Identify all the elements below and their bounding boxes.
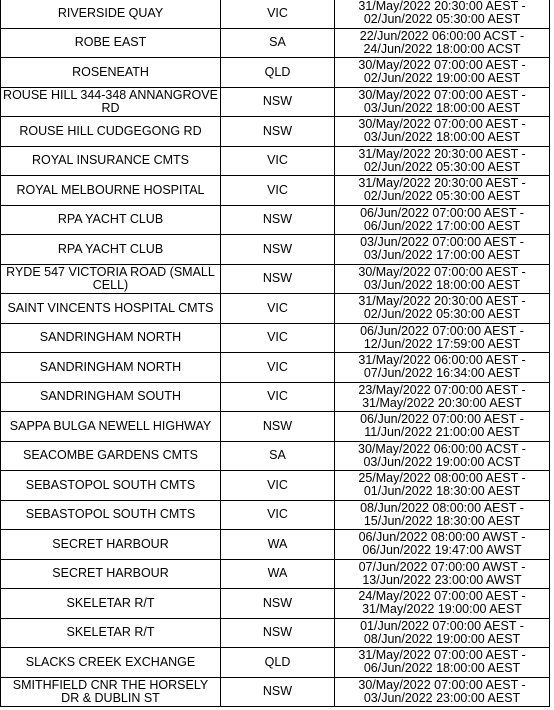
site-cell: SEBASTOPOL SOUTH CMTS xyxy=(1,471,221,501)
table-row xyxy=(1,589,550,619)
state-cell: QLD xyxy=(221,58,335,88)
site-cell: SMITHFIELD CNR THE HORSELY DR & DUBLIN ST xyxy=(1,677,221,707)
table-row xyxy=(1,559,550,589)
outage-table-body xyxy=(1,0,550,707)
state-cell: VIC xyxy=(221,471,335,501)
site-cell: SECRET HARBOUR xyxy=(1,559,221,589)
state-cell: VIC xyxy=(221,0,335,28)
outage-window-cell: 31/May/2022 20:30:00 AEST - 02/Jun/2022 05:30:00 AEST xyxy=(335,294,550,324)
site-cell: ROYAL MELBOURNE HOSPITAL xyxy=(1,176,221,206)
state-cell: NSW xyxy=(221,87,335,117)
state-cell: NSW xyxy=(221,589,335,619)
outage-window-cell: 30/May/2022 07:00:00 AEST - 03/Jun/2022 18:00:00 AEST xyxy=(335,117,550,147)
table-row xyxy=(1,648,550,678)
table-row xyxy=(1,264,550,294)
state-cell: VIC xyxy=(221,176,335,206)
site-cell: SKELETAR R/T xyxy=(1,618,221,648)
table-row xyxy=(1,471,550,501)
table-row xyxy=(1,382,550,412)
site-cell: ROUSE HILL CUDGEGONG RD xyxy=(1,117,221,147)
state-cell: VIC xyxy=(221,323,335,353)
table-row xyxy=(1,0,550,28)
state-cell: NSW xyxy=(221,264,335,294)
outage-window-cell: 31/May/2022 20:30:00 AEST - 02/Jun/2022 05:30:00 AEST xyxy=(335,176,550,206)
site-cell: SECRET HARBOUR xyxy=(1,530,221,560)
table-row xyxy=(1,146,550,176)
outage-window-cell: 22/Jun/2022 06:00:00 ACST - 24/Jun/2022 18:00:00 ACST xyxy=(335,28,550,58)
site-cell: ROYAL INSURANCE CMTS xyxy=(1,146,221,176)
table-row xyxy=(1,294,550,324)
outage-window-cell: 31/May/2022 20:30:00 AEST - 02/Jun/2022 05:30:00 AEST xyxy=(335,146,550,176)
state-cell: VIC xyxy=(221,382,335,412)
table-row xyxy=(1,176,550,206)
site-cell: SEBASTOPOL SOUTH CMTS xyxy=(1,500,221,530)
site-cell: RPA YACHT CLUB xyxy=(1,205,221,235)
state-cell: NSW xyxy=(221,677,335,707)
site-cell: ROUSE HILL 344-348 ANNANGROVE RD xyxy=(1,87,221,117)
outage-window-cell: 24/May/2022 07:00:00 AEST - 31/May/2022 19:00:00 AEST xyxy=(335,589,550,619)
table-row xyxy=(1,677,550,707)
outage-window-cell: 23/May/2022 07:00:00 AEST - 31/May/2022 20:30:00 AEST xyxy=(335,382,550,412)
state-cell: NSW xyxy=(221,618,335,648)
table-row xyxy=(1,441,550,471)
state-cell: SA xyxy=(221,441,335,471)
state-cell: NSW xyxy=(221,205,335,235)
table-row xyxy=(1,323,550,353)
outage-window-cell: 31/May/2022 07:00:00 AEST - 06/Jun/2022 18:00:00 AEST xyxy=(335,648,550,678)
table-row xyxy=(1,353,550,383)
state-cell: VIC xyxy=(221,146,335,176)
site-cell: RPA YACHT CLUB xyxy=(1,235,221,265)
outage-window-cell: 30/May/2022 07:00:00 AEST - 02/Jun/2022 19:00:00 AEST xyxy=(335,58,550,88)
outage-window-cell: 06/Jun/2022 07:00:00 AEST - 06/Jun/2022 17:00:00 AEST xyxy=(335,205,550,235)
outage-window-cell: 30/May/2022 07:00:00 AEST - 03/Jun/2022 18:00:00 AEST xyxy=(335,264,550,294)
state-cell: NSW xyxy=(221,117,335,147)
outage-window-cell: 06/Jun/2022 07:00:00 AEST - 12/Jun/2022 17:59:00 AEST xyxy=(335,323,550,353)
site-cell: SLACKS CREEK EXCHANGE xyxy=(1,648,221,678)
outage-window-cell: 30/May/2022 06:00:00 ACST - 03/Jun/2022 19:00:00 ACST xyxy=(335,441,550,471)
outage-window-cell: 03/Jun/2022 07:00:00 AEST - 03/Jun/2022 17:00:00 AEST xyxy=(335,235,550,265)
site-cell: SEACOMBE GARDENS CMTS xyxy=(1,441,221,471)
outage-window-cell: 06/Jun/2022 07:00:00 AEST - 11/Jun/2022 21:00:00 AEST xyxy=(335,412,550,442)
site-cell: SANDRINGHAM NORTH xyxy=(1,323,221,353)
site-cell: RIVERSIDE QUAY xyxy=(1,0,221,28)
state-cell: QLD xyxy=(221,648,335,678)
state-cell: SA xyxy=(221,28,335,58)
site-cell: SANDRINGHAM NORTH xyxy=(1,353,221,383)
outage-window-cell: 30/May/2022 07:00:00 AEST - 03/Jun/2022 23:00:00 AEST xyxy=(335,677,550,707)
table-row xyxy=(1,58,550,88)
table-row xyxy=(1,28,550,58)
table-row xyxy=(1,117,550,147)
state-cell: NSW xyxy=(221,235,335,265)
site-cell: SAPPA BULGA NEWELL HIGHWAY xyxy=(1,412,221,442)
state-cell: WA xyxy=(221,559,335,589)
table-row xyxy=(1,87,550,117)
site-cell: RYDE 547 VICTORIA ROAD (SMALL CELL) xyxy=(1,264,221,294)
table-row xyxy=(1,412,550,442)
outage-window-cell: 07/Jun/2022 07:00:00 AWST - 13/Jun/2022 23:00:00 AWST xyxy=(335,559,550,589)
outage-window-cell: 08/Jun/2022 08:00:00 AEST - 15/Jun/2022 18:30:00 AEST xyxy=(335,500,550,530)
site-cell: SKELETAR R/T xyxy=(1,589,221,619)
state-cell: NSW xyxy=(221,412,335,442)
site-cell: ROSENEATH xyxy=(1,58,221,88)
outage-window-cell: 25/May/2022 08:00:00 AEST - 01/Jun/2022 18:30:00 AEST xyxy=(335,471,550,501)
table-row xyxy=(1,618,550,648)
state-cell: WA xyxy=(221,530,335,560)
site-cell: SAINT VINCENTS HOSPITAL CMTS xyxy=(1,294,221,324)
outage-window-cell: 01/Jun/2022 07:00:00 AEST - 08/Jun/2022 19:00:00 AEST xyxy=(335,618,550,648)
site-cell: SANDRINGHAM SOUTH xyxy=(1,382,221,412)
table-row xyxy=(1,530,550,560)
state-cell: VIC xyxy=(221,353,335,383)
table-row xyxy=(1,500,550,530)
site-cell: ROBE EAST xyxy=(1,28,221,58)
outage-window-cell: 30/May/2022 07:00:00 AEST - 03/Jun/2022 18:00:00 AEST xyxy=(335,87,550,117)
table-row xyxy=(1,235,550,265)
outage-window-cell: 31/May/2022 20:30:00 AEST - 02/Jun/2022 05:30:00 AEST xyxy=(335,0,550,28)
outage-window-cell: 06/Jun/2022 08:00:00 AWST - 06/Jun/2022 19:47:00 AWST xyxy=(335,530,550,560)
state-cell: VIC xyxy=(221,500,335,530)
outage-window-cell: 31/May/2022 06:00:00 AEST - 07/Jun/2022 16:34:00 AEST xyxy=(335,353,550,383)
state-cell: VIC xyxy=(221,294,335,324)
table-row xyxy=(1,205,550,235)
